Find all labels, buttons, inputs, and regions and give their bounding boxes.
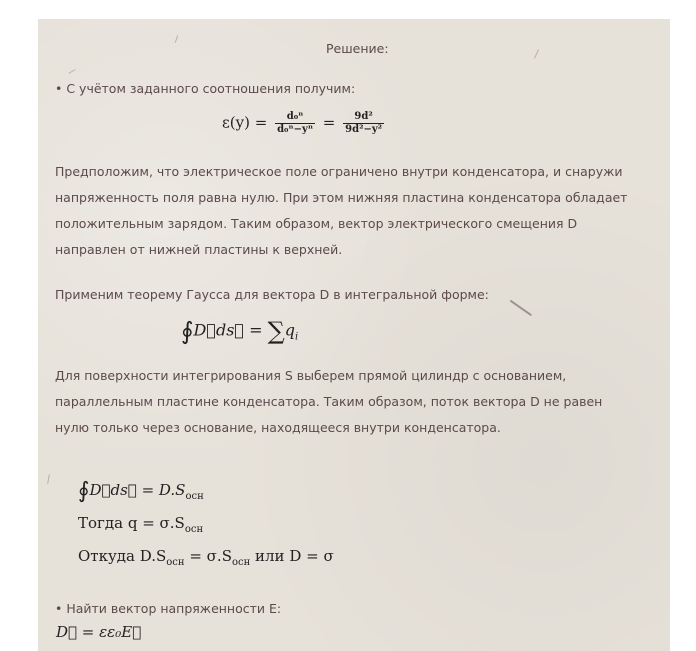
paragraph-gauss: Применим теорему Гаусса для вектора D в интегральной форме: [55,287,489,302]
paper-scratch [175,35,179,43]
epsilon-lhs: ε(y) = [222,113,273,132]
paper-scratch [534,49,539,58]
gauss-formula-body: D⃗ds⃗ = [193,320,268,340]
flux-line-3-text-b: = σ.S [184,547,232,565]
displacement-relation: D⃗ = εε₀E⃗ [56,623,142,641]
fraction-2-denominator: 9d²−y² [345,124,383,135]
flux-line-2-text: Тогда q = σ.S [78,514,185,532]
paragraph-surface [55,363,602,441]
fraction-2 [343,111,384,136]
paragraph-line: нулю только через основание, находящееся внутри конденсатора. [55,420,501,435]
paragraph-line: параллельным пластине конденсатора. Таким образом, поток вектора D не равен [55,394,603,409]
paragraph-line: направлен от нижней пластины к верхней. [55,242,343,257]
epsilon-formula [222,111,387,136]
flux-line-3 [78,543,334,576]
charge-index: i [294,331,299,343]
subscript-osn: осн [231,557,251,568]
paragraph-line: Для поверхности интегрирования S выберем прямой цилиндр с основанием, [55,368,567,383]
subscript-osn: осн [185,491,204,502]
flux-line-1-text: D⃗ds⃗ = D.S [89,481,186,499]
fraction-1 [275,111,315,136]
flux-line-3-text-c: или D = σ [250,547,334,565]
paragraph-line: напряженность поля равна нулю. При этом нижняя пластина конденсатора обладает [55,190,628,205]
gauss-formula [181,317,298,345]
solution-heading: Решение: [326,41,389,56]
subscript-osn: осн [166,557,185,568]
flux-line-1 [78,477,334,510]
contour-integral-symbol: ∮ [78,478,90,504]
paper-scratch [510,300,532,316]
paper-scratch [68,69,75,74]
equals-sign: = [318,113,341,132]
step-1-label: • С учётом заданного соотношения получим: [55,81,356,96]
flux-line-2 [78,510,334,543]
flux-equations [78,477,334,576]
fraction-1-denominator: d₀ⁿ−yⁿ [277,124,314,135]
charge-symbol: q [284,320,295,340]
sum-symbol: ∑ [267,317,285,345]
fraction-1-numerator: d₀ⁿ [275,111,315,124]
paragraph-field-assumption [55,159,627,263]
paragraph-line: Предположим, что электрическое поле ограничено внутри конденсатора, и снаружи [55,164,623,179]
step-2-label: • Найти вектор напряженности E: [55,601,282,616]
contour-integral-symbol: ∮ [181,317,194,345]
subscript-osn: осн [184,524,204,535]
fraction-2-numerator: 9d² [343,111,384,124]
paper-scratch [47,474,50,484]
flux-line-3-text-a: Откуда D.S [78,547,167,565]
paragraph-line: положительным зарядом. Таким образом, вектор электрического смещения D [55,216,578,231]
paper-sheet [38,19,670,651]
